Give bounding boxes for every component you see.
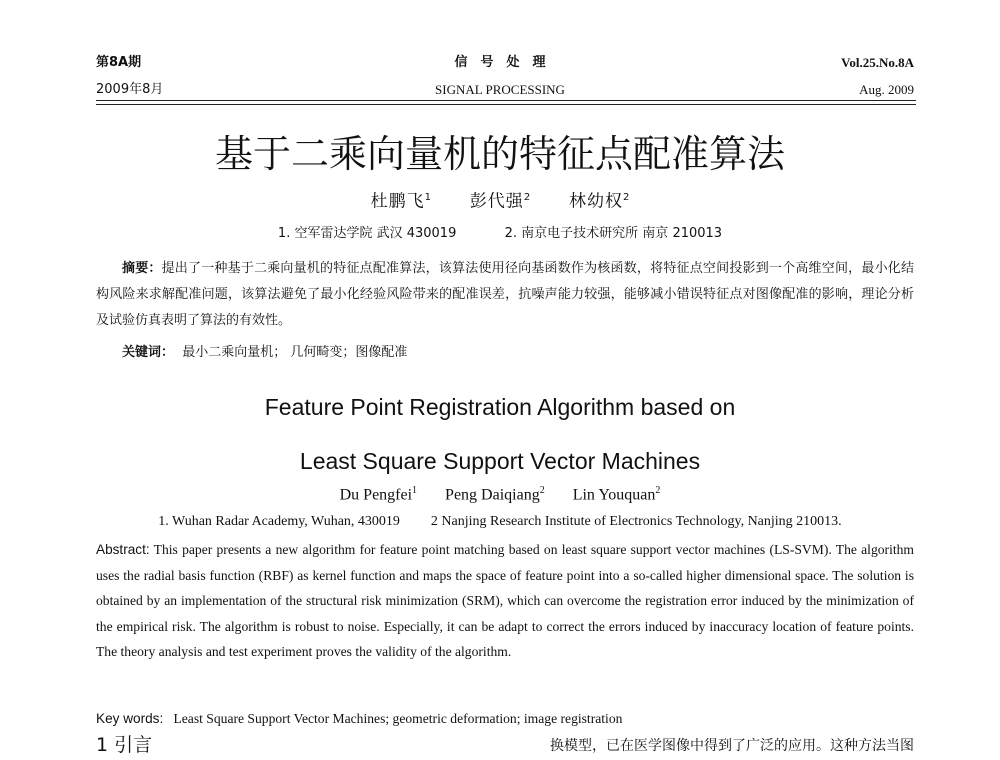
author-affil-marker: 2 bbox=[655, 485, 661, 496]
author-affil-marker: 2 bbox=[523, 192, 531, 203]
abstract-cn bbox=[96, 256, 914, 334]
paper-title-cn: 基于二乘向量机的特征点配准算法 bbox=[214, 132, 785, 176]
paper-title-en-line2: Least Square Support Vector Machines bbox=[299, 448, 701, 474]
author-affil-marker: 2 bbox=[539, 485, 545, 496]
abstract-label-cn: 摘要： bbox=[122, 261, 162, 276]
affiliations-en bbox=[0, 513, 1000, 531]
abstract-label-en: Abstract: bbox=[96, 542, 150, 557]
author-name-en: Peng Daiqiang bbox=[445, 486, 540, 504]
author-name-cn: 彭代强 bbox=[469, 191, 524, 212]
header-rule-top bbox=[96, 100, 916, 101]
journal-title-en: SIGNAL PROCESSING bbox=[435, 82, 565, 97]
author-list-cn bbox=[0, 187, 1000, 213]
author-list-en bbox=[0, 481, 1000, 505]
affiliation-cn: 2. 南京电子技术研究所 南京 210013 bbox=[504, 226, 723, 241]
author-affil-marker: 1 bbox=[412, 485, 418, 496]
author-name-en: Lin Youquan bbox=[572, 486, 656, 504]
section-heading bbox=[96, 733, 152, 757]
issue-date-cn: 2009年8月 bbox=[96, 82, 164, 97]
author-affil-marker: 1 bbox=[424, 192, 431, 203]
right-column-text: 换模型，已在医学图像中得到了广泛的应用。这种方法当图 bbox=[550, 738, 914, 754]
author-affil-marker: 2 bbox=[623, 192, 630, 203]
issue-number: 第8A期 bbox=[96, 55, 142, 70]
issue-date-en: Aug. 2009 bbox=[859, 82, 914, 97]
keywords-label-en: Key words: bbox=[96, 711, 164, 726]
abstract-text-cn: 提出了一种基于二乘向量机的特征点配准算法，该算法使用径向基函数作为核函数，将特征点空间投影到一个高维空间，最小化结构风险来求解配准问题，该算法避免了最小化经验风险带来的配准误差，抗噪声能力较强，能够减小错误特征点对图像配准的影响，理论分析及试验仿真表明了算法的有效性。 bbox=[96, 261, 914, 328]
abstract-text-en: This paper presents a new algorithm for feature point matching based on least square support vector machines (LS-SVM). The algorithm uses the radial basis function (RBF) as kernel function and maps the space of feature point into a so-called higher dimensional space. The solution is obtained by an implementation of the structural risk minimization (SRM), which can overcome the registration error induced by the minimization of the empirical risk. The algorithm is robust to noise. Especially, it can be adapt to correct the errors induced by inaccuracy location of feature points. The theory analysis and test experiment proves the validity of the algorithm. bbox=[96, 542, 914, 659]
paper-title-en-line1: Feature Point Registration Algorithm based on bbox=[264, 394, 736, 420]
affiliation-en: 1. Wuhan Radar Academy, Wuhan, 430019 bbox=[158, 514, 400, 529]
affiliations-cn bbox=[0, 225, 1000, 243]
section-number: 1 bbox=[96, 734, 109, 756]
volume-info: Vol.25.No.8A bbox=[841, 55, 914, 70]
keywords-cn bbox=[96, 340, 914, 366]
keywords-text-cn: 最小二乘向量机； 几何畸变；图像配准 bbox=[182, 345, 408, 360]
author-name-en: Du Pengfei bbox=[339, 486, 413, 504]
affiliation-en: 2 Nanjing Research Institute of Electronics Technology, Nanjing 210013. bbox=[430, 514, 842, 529]
keywords-en bbox=[96, 710, 622, 728]
section-title: 引言 bbox=[114, 734, 153, 756]
author-name-cn: 杜鹏飞 bbox=[370, 191, 425, 212]
header-rule-bottom bbox=[96, 104, 916, 105]
keywords-label-cn: 关键词： bbox=[122, 345, 175, 360]
affiliation-cn: 1. 空军雷达学院 武汉 430019 bbox=[277, 226, 457, 241]
author-name-cn: 林幼权 bbox=[569, 191, 623, 212]
abstract-en bbox=[96, 537, 914, 665]
journal-title-cn: 信 号 处 理 bbox=[454, 55, 546, 70]
keywords-text-en: Least Square Support Vector Machines; geometric deformation; image registration bbox=[173, 711, 623, 726]
